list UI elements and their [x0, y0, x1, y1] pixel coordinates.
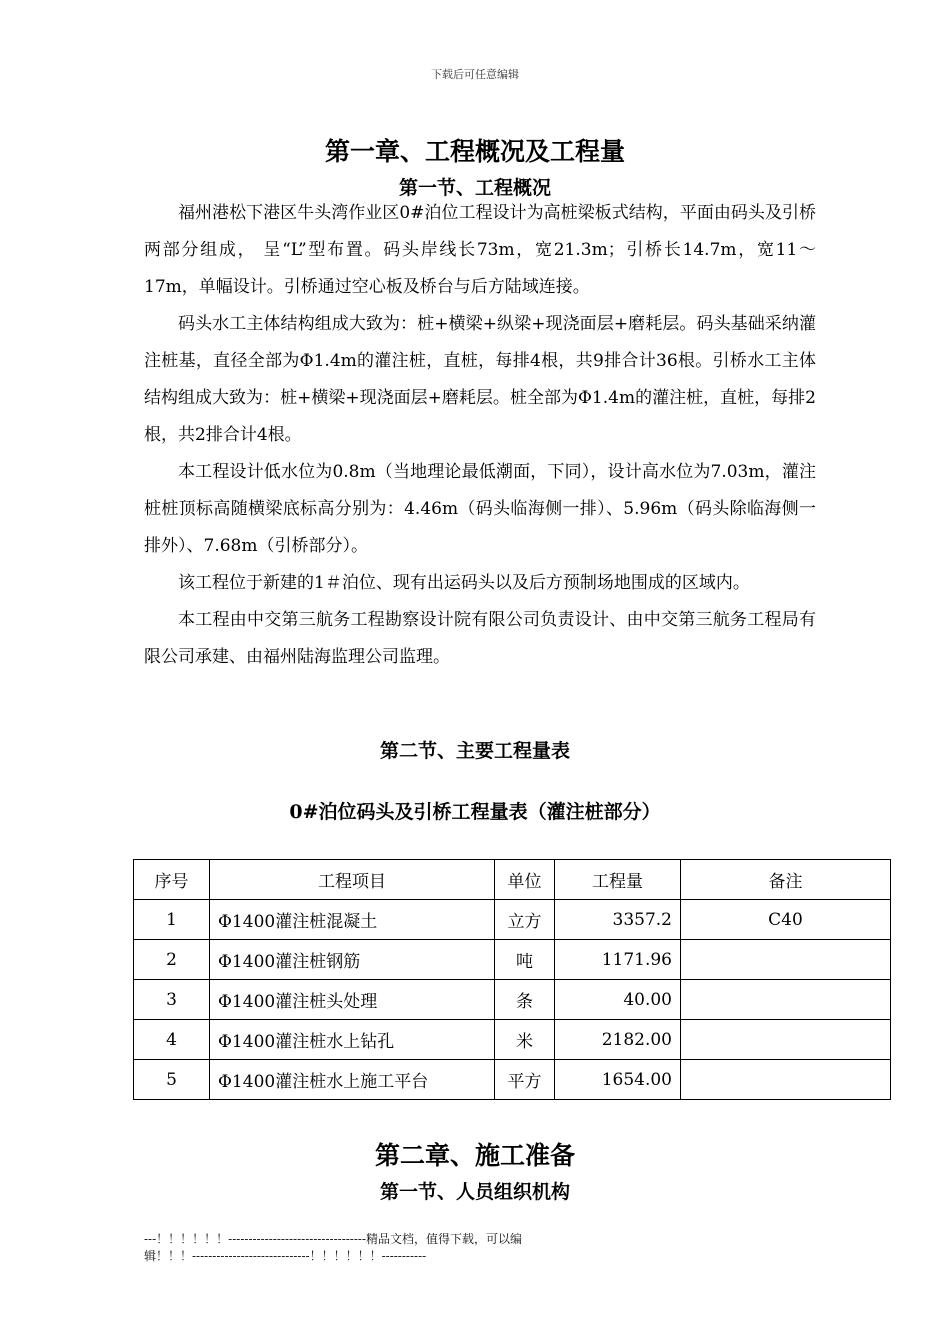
- table-cell: Φ1400灌注桩钢筋: [210, 940, 495, 980]
- table-cell: Φ1400灌注桩水上钻孔: [210, 1020, 495, 1060]
- overview-text: [144, 195, 816, 676]
- table-cell: 米: [495, 1020, 555, 1060]
- table-cell: 平方: [495, 1060, 555, 1100]
- table-cell: [681, 1060, 891, 1100]
- page-header-note: 下载后可任意编辑: [431, 68, 519, 81]
- table-row: [134, 1060, 891, 1100]
- paragraph: 该工程位于新建的1＃泊位、现有出运码头以及后方预制场地围成的区域内。: [178, 573, 750, 593]
- table-row: [134, 1020, 891, 1060]
- paragraph: 码头水工主体结构组成大致为：桩+横梁+纵梁+现浇面层+磨耗层。码头基础采纳灌注桩基，直径全部为Φ1.4m的灌注桩，直桩，每排4根，共9排合计36根。引桥水工主体结构组成大致为：桩+横梁+现浇面层+磨耗层。桩全部为Φ1.4m的灌注桩，直桩，每排2根，共2排合计4根。: [144, 314, 816, 445]
- chapter1-title: 第一章、工程概况及工程量: [324, 137, 625, 166]
- chapter2-title: 第二章、施工准备: [374, 1141, 575, 1170]
- table-cell: Φ1400灌注桩水上施工平台: [210, 1060, 495, 1100]
- table-row: [134, 980, 891, 1020]
- table-cell: 4: [134, 1020, 210, 1060]
- table-cell: C40: [681, 900, 891, 940]
- table-header-row: [134, 860, 891, 900]
- table-cell: 1654.00: [555, 1060, 681, 1100]
- table-row: [134, 900, 891, 940]
- table-cell: 40.00: [555, 980, 681, 1020]
- paragraph: 福州港松下港区牛头湾作业区0#泊位工程设计为高桩梁板式结构，平面由码头及引桥两部分组成， 呈“L”型布置。码头岸线长73m，宽21.3m；引桥长14.7m，宽11～17m，单幅设计。引桥通过空心板及桥台与后方陆域连接。: [144, 203, 816, 297]
- table-cell: 条: [495, 980, 555, 1020]
- column-header: 工程量: [555, 860, 681, 900]
- quantity-table: [133, 859, 891, 1100]
- table-row: [134, 940, 891, 980]
- paragraph: 本工程由中交第三航务工程勘察设计院有限公司负责设计、由中交第三航务工程局有限公司承建、由福州陆海监理公司监理。: [144, 610, 816, 667]
- paragraph: 本工程设计低水位为0.8m（当地理论最低潮面，下同），设计高水位为7.03m，灌注桩桩顶标高随横梁底标高分别为：4.46m（码头临海侧一排）、5.96m（码头除临海侧一排外）、7.68m（引桥部分）。: [144, 462, 816, 556]
- table-cell: 1: [134, 900, 210, 940]
- table-cell: [681, 980, 891, 1020]
- table-cell: 2182.00: [555, 1020, 681, 1060]
- footer-line: 辑！！！-----------------------------！！！！！！-----------: [144, 1249, 427, 1263]
- chapter1-section1-title: 第一节、工程概况: [398, 177, 551, 199]
- table-cell: [681, 1020, 891, 1060]
- table-cell: 1171.96: [555, 940, 681, 980]
- column-header: 序号: [134, 860, 210, 900]
- column-header: 工程项目: [210, 860, 495, 900]
- table-cell: 吨: [495, 940, 555, 980]
- table-cell: Φ1400灌注桩混凝土: [210, 900, 495, 940]
- page-footer: [144, 1231, 614, 1265]
- table-cell: [681, 940, 891, 980]
- quantity-table-title: 0#泊位码头及引桥工程量表（灌注桩部分）: [289, 801, 661, 823]
- table-cell: 3: [134, 980, 210, 1020]
- table-cell: 3357.2: [555, 900, 681, 940]
- column-header: 备注: [681, 860, 891, 900]
- table-cell: 5: [134, 1060, 210, 1100]
- chapter2-section1-title: 第一节、人员组织机构: [379, 1181, 570, 1203]
- table-cell: 立方: [495, 900, 555, 940]
- footer-line: ---！！！！！！----------------------------------精品文档，值得下载，可以编: [144, 1232, 523, 1246]
- column-header: 单位: [495, 860, 555, 900]
- chapter1-section2-title: 第二节、主要工程量表: [379, 740, 570, 762]
- table-cell: 2: [134, 940, 210, 980]
- table-cell: Φ1400灌注桩头处理: [210, 980, 495, 1020]
